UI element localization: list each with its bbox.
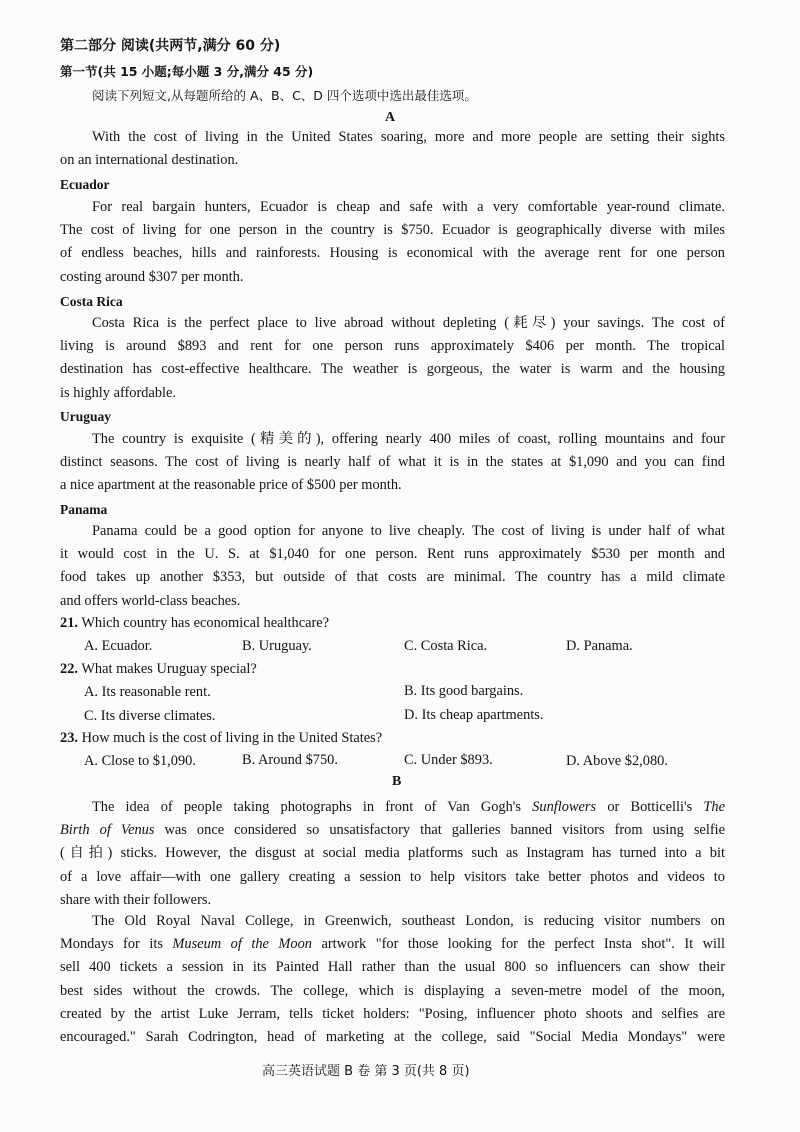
subheading-uruguay: Uruguay — [60, 409, 112, 424]
text-line: of endless beaches, hills and rainforests. Housing is economical with the average rent for one person — [60, 245, 725, 262]
passage-a-letter: A — [385, 110, 396, 125]
text-line: Costa Rica is the perfect place to live abroad without depleting (耗尽) your savings. The cost of — [92, 315, 725, 331]
artwork-title: Birth of Venus — [60, 822, 155, 839]
text-run: The idea of people taking photographs in front of Van Gogh's — [92, 799, 533, 815]
option-23-c[interactable]: C. Under $893. — [404, 752, 493, 768]
artwork-title: Sunflowers — [532, 799, 597, 815]
text-line: destination has cost-effective healthcare. The weather is gorgeous, the water is warm and the housing — [60, 361, 725, 378]
text-line: (自拍) sticks. However, the disgust at social media platforms such as Instagram has turned into a bit — [60, 845, 725, 862]
text-run: was once considered so unsatisfactory that galleries banned visitors from using selfie — [154, 822, 725, 839]
artwork-title: The — [703, 799, 725, 815]
artwork-title: Museum of the Moon — [172, 936, 312, 953]
option-22-b[interactable]: B. Its good bargains. — [404, 683, 524, 699]
question-stem: Which country has economical healthcare? — [81, 615, 330, 631]
subheading-panama: Panama — [60, 502, 108, 517]
question-21 — [60, 612, 329, 635]
text-line: distinct seasons. The cost of living is nearly half of what it is in the states at $1,090 and you can find — [60, 454, 725, 471]
text-line: and offers world-class beaches. — [60, 592, 241, 609]
subheading-costa-rica: Costa Rica — [60, 294, 123, 309]
text-line: food takes up another $353, but outside of that costs are minimal. The country has a mild climate — [60, 569, 725, 586]
text-run: artwork "for those looking for the perfect Insta shot". It will — [311, 936, 726, 953]
option-21-c[interactable]: C. Costa Rica. — [404, 638, 488, 654]
option-23-b[interactable]: B. Around $750. — [242, 752, 338, 768]
question-23 — [60, 727, 382, 750]
text-line: best sides without the crowds. The college, which is displaying a seven-metre model of the moon, — [60, 982, 725, 999]
text-line: on an international destination. — [60, 152, 239, 169]
option-23-a[interactable]: A. Close to $1,090. — [84, 753, 196, 769]
option-22-d[interactable]: D. Its cheap apartments. — [404, 707, 544, 723]
text-line: With the cost of living in the United States soaring, more and more people are setting their sights — [92, 129, 725, 145]
text-line: The Old Royal Naval College, in Greenwich, southeast London, is reducing visitor numbers on — [92, 913, 725, 929]
passage-a-intro — [60, 126, 725, 172]
directions: 阅读下列短文,从每题所给的 A、B、C、D 四个选项中选出最佳选项。 — [92, 88, 477, 103]
text-line: sell 400 tickets a session in its Painted Hall rather than the usual 800 so influencers can show their — [60, 959, 725, 976]
text-line: costing around $307 per month. — [60, 268, 244, 285]
option-21-d[interactable]: D. Panama. — [566, 638, 633, 654]
option-23-d[interactable]: D. Above $2,080. — [566, 753, 668, 769]
passage-b-paragraph-2 — [60, 910, 725, 1049]
question-22 — [60, 658, 257, 681]
text-line: The country is exquisite (精美的), offering nearly 400 miles of coast, rolling mountains and four — [92, 431, 725, 447]
text-line: created by the artist Luke Jerram, tells ticket holders: "Posing, influencer photo shoots and selfies are — [60, 1005, 725, 1022]
paragraph-ecuador — [60, 196, 725, 289]
question-number: 21. — [60, 615, 78, 631]
question-number: 22. — [60, 661, 78, 677]
option-21-b[interactable]: B. Uruguay. — [242, 638, 312, 654]
section-title: 第一节(共 15 小题;每小题 3 分,满分 45 分) — [60, 64, 314, 79]
text-line: Panama could be a good option for anyone to live cheaply. The cost of living is under half of what — [92, 523, 725, 539]
passage-b-letter: B — [392, 774, 402, 789]
text-line: For real bargain hunters, Ecuador is cheap and safe with a very comfortable year-round climate. — [92, 199, 725, 215]
passage-b-paragraph-1 — [60, 796, 725, 912]
text-run: Mondays for its — [60, 936, 173, 953]
text-line: a nice apartment at the reasonable price of $500 per month. — [60, 477, 402, 494]
text-line: is highly affordable. — [60, 384, 177, 401]
question-number: 23. — [60, 730, 78, 746]
paragraph-uruguay — [60, 428, 725, 498]
text-line — [60, 819, 725, 842]
text-line — [60, 796, 725, 819]
text-line: share with their followers. — [60, 891, 212, 908]
text-line: living is around $893 and rent for one person runs approximately $406 per month. The tropical — [60, 338, 725, 355]
paragraph-panama — [60, 520, 725, 613]
text-run: or Botticelli's — [596, 799, 704, 815]
option-22-a[interactable]: A. Its reasonable rent. — [84, 684, 211, 700]
option-21-a[interactable]: A. Ecuador. — [84, 638, 153, 654]
text-line: it would cost in the U. S. at $1,040 for one person. Rent runs approximately $530 per month and — [60, 546, 725, 563]
option-22-c[interactable]: C. Its diverse climates. — [84, 708, 216, 724]
question-stem: What makes Uruguay special? — [81, 661, 257, 677]
text-line: The cost of living for one person in the country is $750. Ecuador is geographically diverse with miles — [60, 222, 725, 239]
text-line: of a love affair—with one gallery creating a session to help visitors take better photos and videos to — [60, 868, 725, 885]
part-title: 第二部分 阅读(共两节,满分 60 分) — [60, 38, 281, 54]
question-stem: How much is the cost of living in the United States? — [81, 730, 383, 746]
subheading-ecuador: Ecuador — [60, 177, 110, 192]
text-line: encouraged." Sarah Codrington, head of marketing at the college, said "Social Media Mondays" were — [60, 1028, 725, 1045]
page-footer: 高三英语试题 B 卷 第 3 页(共 8 页) — [262, 1064, 470, 1079]
text-line — [60, 933, 725, 956]
paragraph-costa-rica — [60, 312, 725, 405]
